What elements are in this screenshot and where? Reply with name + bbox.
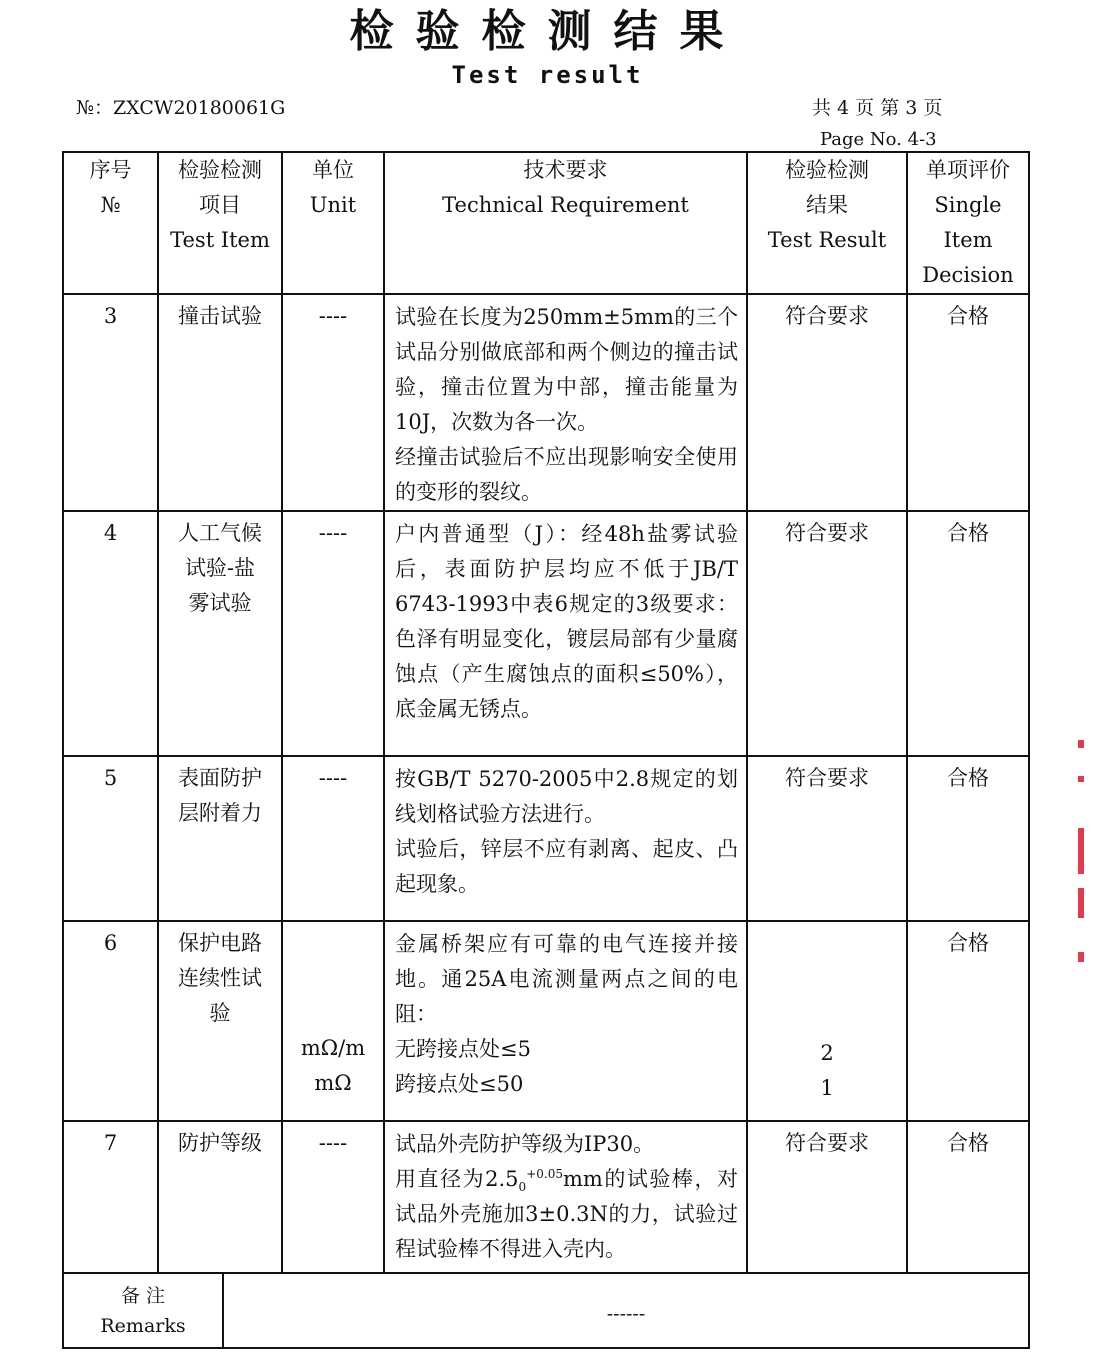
row-item: 保护电路 连续性试 验 [158, 921, 282, 1121]
row-result: 符合要求 [747, 756, 907, 921]
row-requirement: 试验在长度为250mm±5mm的三个试品分别做底部和两个侧边的撞击试验，撞击位置为中部，撞击能量为10J，次数为各一次。 经撞击试验后不应出现影响安全使用的变形的裂纹。 [384, 294, 747, 511]
row-decision: 合格 [907, 511, 1029, 756]
header-no: 序号 № [63, 152, 158, 294]
stamp-mark [1078, 740, 1084, 748]
row-result: 符合要求 [747, 511, 907, 756]
unit-value: mΩ [314, 1071, 352, 1095]
header-test-result: 检验检测 结果 Test Result [747, 152, 907, 294]
row-requirement: 按GB/T 5270-2005中2.8规定的划线划格试验方法进行。 试验后，锌层不应有剥离、起皮、凸起现象。 [384, 756, 747, 921]
row-result: 符合要求 [747, 294, 907, 511]
table-row [63, 511, 1029, 756]
header-unit: 单位 Unit [282, 152, 384, 294]
row-unit: ---- [282, 511, 384, 756]
results-table [62, 151, 1030, 1274]
header-requirement: 技术要求 Technical Requirement [384, 152, 747, 294]
report-number: №：ZXCW20180061G [76, 97, 286, 119]
row-units [282, 921, 384, 1121]
row-decision: 合格 [907, 921, 1029, 1121]
result-value: 1 [820, 1076, 834, 1100]
remarks-value: ------ [223, 1273, 1029, 1348]
requirement-limit: 无跨接点处≤5 [395, 1037, 531, 1061]
row-unit: ---- [282, 756, 384, 921]
row-result: 符合要求 [747, 1121, 907, 1273]
remarks-label: 备 注 Remarks [63, 1273, 223, 1348]
unit-value: mΩ/m [300, 1036, 366, 1060]
result-value: 2 [820, 1041, 834, 1065]
stamp-mark [1078, 888, 1084, 918]
row-item: 撞击试验 [158, 294, 282, 511]
row-no: 5 [63, 756, 158, 921]
row-item: 表面防护 层附着力 [158, 756, 282, 921]
row-item: 防护等级 [158, 1121, 282, 1273]
row-requirement: 户内普通型（J）：经48h盐雾试验后，表面防护层均应不低于JB/T 6743-1993中表6规定的3级要求：色泽有明显变化，镀层局部有少量腐蚀点（产生腐蚀点的面积≤50%），底金属无锈点。 [384, 511, 747, 756]
header-decision: 单项评价 Single Item Decision [907, 152, 1029, 294]
row-item: 人工气候 试验-盐 雾试验 [158, 511, 282, 756]
table-row [63, 294, 1029, 511]
header-test-item: 检验检测 项目 Test Item [158, 152, 282, 294]
document-subtitle: Test result [451, 61, 644, 89]
remarks-table [62, 1272, 1030, 1349]
row-requirement: 试品外壳防护等级为IP30。 用直径为$2.5_0^{+0.05}mm$的试验棒，对试品外壳施加3±0.3N的力，试验过程试验棒不得进入壳内。 [384, 1121, 747, 1273]
table-header-row [63, 152, 1029, 294]
table-row [63, 756, 1029, 921]
stamp-mark [1078, 776, 1084, 782]
row-unit: ---- [282, 294, 384, 511]
row-no: 6 [63, 921, 158, 1121]
row-no: 4 [63, 511, 158, 756]
table-row [63, 1121, 1029, 1273]
row-results [747, 921, 907, 1121]
document-title: 检验检测结果 [349, 6, 746, 57]
page-info-en: Page No. 4-3 [820, 129, 937, 150]
row-requirement: 金属桥架应有可靠的电气连接并接地。通25A电流测量两点之间的电阻： 无跨接点处≤5 跨接点处≤50 [384, 921, 747, 1121]
row-no: 3 [63, 294, 158, 511]
row-decision: 合格 [907, 1121, 1029, 1273]
row-no: 7 [63, 1121, 158, 1273]
requirement-limit: 跨接点处≤50 [395, 1072, 524, 1096]
stamp-mark [1078, 952, 1084, 962]
stamp-mark [1078, 828, 1084, 874]
row-unit: ---- [282, 1121, 384, 1273]
table-row [63, 921, 1029, 1121]
page-info: 共 4 页 第 3 页 [812, 97, 943, 119]
row-decision: 合格 [907, 756, 1029, 921]
row-decision: 合格 [907, 294, 1029, 511]
